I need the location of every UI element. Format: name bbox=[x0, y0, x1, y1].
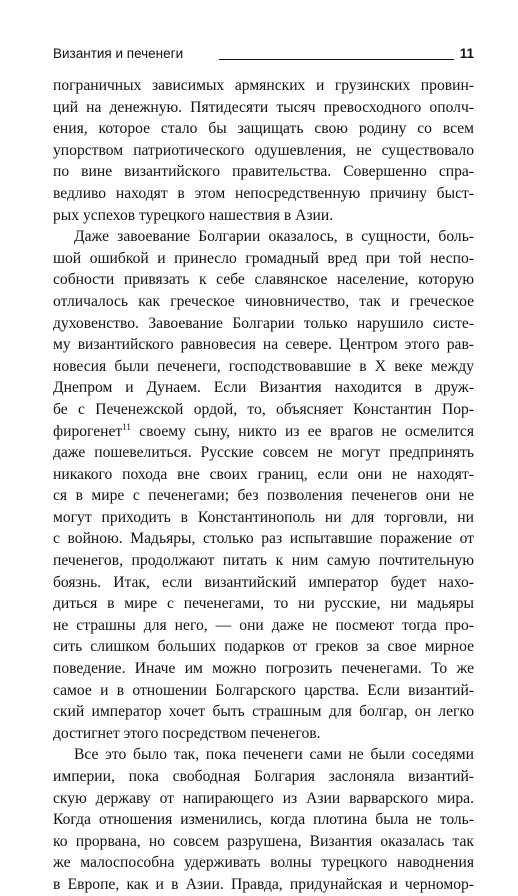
text-line: пограничных зависимых армянских и грузинских провин- bbox=[53, 77, 474, 94]
text-line: боязнь. Итак, если византийский император будет нахо- bbox=[53, 573, 474, 591]
page-number: 11 bbox=[459, 46, 474, 61]
running-title: Византия и печенеги bbox=[53, 46, 184, 61]
text-line: собности привязать к себе славянское население, которую bbox=[53, 271, 474, 289]
text-line: ко прорвана, но совсем разрушена, Византия оказалась так bbox=[53, 832, 474, 850]
text-line: поведение. Иначе им можно погрозить печенегами. То же bbox=[53, 660, 474, 678]
text-line: в Европе, как и в Азии. Правда, придунайская и черномор- bbox=[53, 875, 474, 893]
text-line: отличалось как греческое чиновничество, так и греческое bbox=[53, 292, 474, 310]
text-line: с войною. Мадьяры, столько раз испытавшие поражение от bbox=[53, 530, 474, 548]
text-line: новесия были печенеги, господствовавшие в X веке между bbox=[53, 357, 474, 375]
paragraph-2 bbox=[53, 226, 474, 744]
body-text bbox=[53, 75, 474, 896]
footnote-reference[interactable]: 11 bbox=[122, 421, 131, 432]
text-line: скую державу от напирающего из Азии варварского мира. bbox=[53, 789, 474, 807]
text-line: Даже завоевание Болгарии оказалось, в сущности, боль- bbox=[74, 228, 474, 246]
text-line: Днепром и Дунаем. Если Византия находится в друж- bbox=[53, 379, 474, 397]
text-line: могут приходить в Константинополь ни для торговли, ни bbox=[53, 508, 474, 526]
paragraph-3 bbox=[53, 744, 474, 895]
line-start: фирогенет bbox=[53, 422, 123, 440]
text-line: ведливо находят в этом непосредственную причину быст- bbox=[53, 184, 474, 202]
paragraph-1 bbox=[53, 75, 474, 226]
text-line: ский император хочет быть страшным для болгар, он легко bbox=[53, 703, 474, 721]
text-line: по вине византийского правительства. Совершенно спра- bbox=[53, 163, 474, 181]
text-line: Все это было так, пока печенеги сами не были соседями bbox=[74, 746, 474, 764]
text-line: бе с Печенежской ордой, то, объясняет Константин Пор- bbox=[53, 400, 474, 418]
text-line: му византийского равновесия на севере. Центром этого рав- bbox=[53, 336, 474, 354]
text-line: ся в мире с печенегами; без позволения печенегов они не bbox=[53, 487, 474, 505]
text-line: Когда отношения изменились, когда плотина была не толь- bbox=[53, 811, 474, 829]
text-line: даже пошевелиться. Русские совсем не могут предпринять bbox=[53, 444, 474, 462]
text-line: империи, пока свободная Болгария заслоняла византий- bbox=[53, 768, 474, 785]
text-line: сить слишком больших подарков от греков за свое мирное bbox=[53, 638, 474, 656]
text-line: достигнет этого посредством печенегов. bbox=[53, 724, 321, 742]
text-line: не страшны для него, — они даже не посмеют тогда про- bbox=[53, 616, 474, 634]
text-line: печенегов, продолжают питать к ним самую почтительную bbox=[53, 552, 474, 570]
text-line: духовенство. Завоевание Болгарии только нарушило систе- bbox=[53, 314, 474, 332]
running-header bbox=[53, 44, 474, 64]
text-line: никакого похода вне своих границ, если они не находят- bbox=[53, 465, 474, 483]
text-line: же малоспособна удерживать волны турецкого наводнения bbox=[53, 854, 474, 872]
text-line: рых успехов турецкого нашествия в Азии. bbox=[53, 206, 334, 224]
text-line: диться в мире с печенегами, то ни русские, ни мадьяры bbox=[53, 595, 474, 613]
text-line: ций на денежную. Пятидесяти тысяч превосходного ополч- bbox=[53, 98, 474, 116]
text-line-with-footnote bbox=[53, 421, 474, 443]
header-rule bbox=[219, 59, 454, 60]
line-end: своему сыну, никто из ее врагов не осмелится bbox=[139, 422, 474, 440]
text-line: самое и в отношении Болгарского царства. Если византий- bbox=[53, 681, 474, 699]
text-line: упорством патриотического одушевления, не существовало bbox=[53, 141, 474, 159]
text-line: шой ошибкой и принесло громадный вред при той неспо- bbox=[53, 249, 474, 267]
text-line: ения, которое стало бы защищать свою родину со всем bbox=[53, 120, 474, 138]
